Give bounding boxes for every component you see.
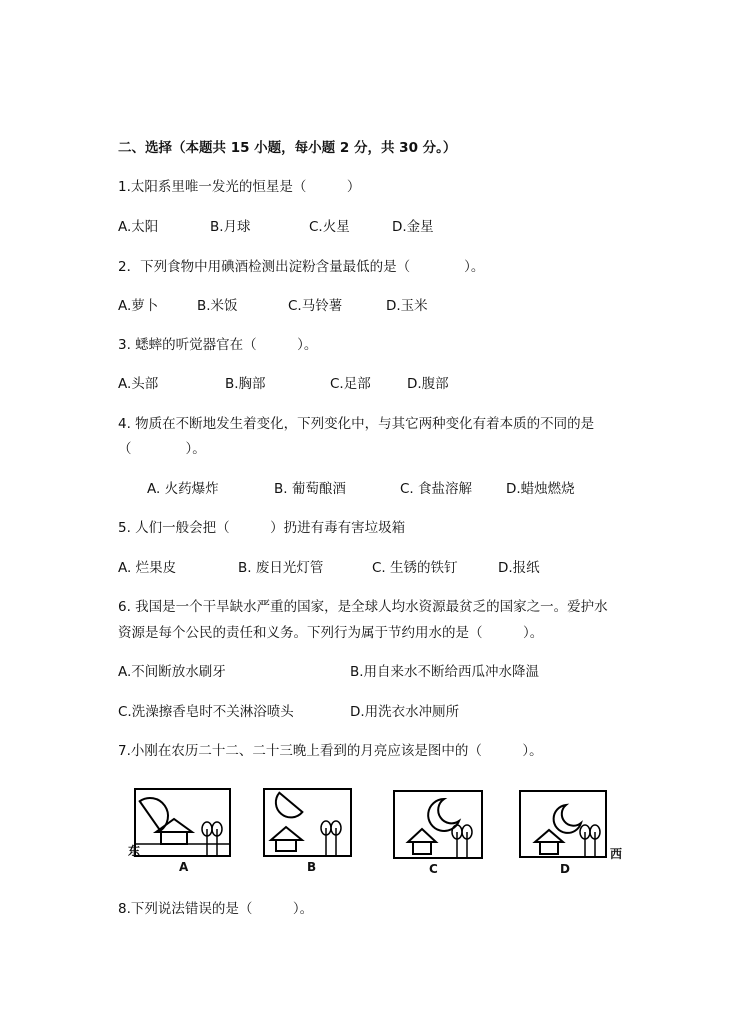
house-body-icon: [413, 842, 431, 854]
question-1-stem: 1.太阳系里唯一发光的恒星是（ ）: [118, 179, 361, 195]
question-5-option-d[interactable]: D.报纸: [498, 560, 540, 576]
house-roof-icon: [408, 829, 436, 842]
question-4-stem-line2: （ ）。: [118, 441, 206, 457]
question-4-option-d[interactable]: D.蜡烛燃烧: [506, 481, 575, 497]
question-3-option-b[interactable]: B.胸部: [225, 376, 266, 392]
panel-label-b[interactable]: B: [307, 860, 317, 874]
panel-d: [520, 791, 606, 857]
question-4-option-a[interactable]: A. 火药爆炸: [147, 481, 219, 497]
section-title: 二、选择（本题共 15 小题，每小题 2 分，共 30 分。）: [118, 140, 457, 156]
house-body-icon: [161, 832, 187, 844]
question-3-option-c[interactable]: C.足部: [330, 376, 371, 392]
question-2-stem: 2．下列食物中用碘酒检测出淀粉含量最低的是（ ）。: [118, 259, 485, 275]
house-roof-icon: [535, 830, 563, 842]
house-body-icon: [540, 842, 558, 854]
question-1-option-b[interactable]: B.月球: [210, 219, 251, 235]
west-label: 西: [610, 847, 623, 861]
question-1-option-c[interactable]: C.火星: [309, 219, 350, 235]
question-5-option-a[interactable]: A. 烂果皮: [118, 560, 177, 576]
question-3-stem: 3. 蟋蟀的听觉器官在（ ）。: [118, 337, 318, 353]
east-label: 东: [128, 844, 141, 858]
question-4-option-c[interactable]: C. 食盐溶解: [400, 481, 473, 497]
question-8-stem: 8.下列说法错误的是（ ）。: [118, 901, 314, 917]
question-5-option-c[interactable]: C. 生锈的铁钉: [372, 560, 458, 576]
half-moon-b: [270, 793, 303, 824]
question-3-option-a[interactable]: A.头部: [118, 376, 159, 392]
question-6-stem-line2: 资源是每个公民的责任和义务。下列行为属于节约用水的是（ ）。: [118, 625, 544, 641]
panel-label-c[interactable]: C: [429, 862, 438, 876]
panel-b: [264, 789, 351, 856]
question-2-option-c[interactable]: C.马铃薯: [288, 298, 343, 314]
question-4-option-b[interactable]: B. 葡萄酿酒: [274, 481, 346, 497]
question-6-stem-line1: 6. 我国是一个干旱缺水严重的国家，是全球人均水资源最贫乏的国家之一。爱护水: [118, 599, 608, 615]
question-2-option-d[interactable]: D.玉米: [386, 298, 428, 314]
half-moon-a: [140, 791, 175, 831]
question-6-option-c[interactable]: C.洗澡擦香皂时不关淋浴喷头: [118, 704, 294, 720]
panel-label-a[interactable]: A: [179, 860, 189, 874]
question-5-stem: 5. 人们一般会把（ ）扔进有毒有害垃圾箱: [118, 520, 406, 536]
house-roof-icon: [271, 827, 302, 840]
question-2-option-b[interactable]: B.米饭: [197, 298, 238, 314]
question-6-option-a[interactable]: A.不间断放水刷牙: [118, 664, 226, 680]
panel-c: [394, 791, 482, 858]
question-2-option-a[interactable]: A.萝卜: [118, 298, 159, 314]
panel-label-d[interactable]: D: [560, 862, 570, 876]
moon-phase-figure: [126, 785, 636, 880]
question-1-option-a[interactable]: A.太阳: [118, 219, 159, 235]
house-body-icon: [276, 840, 296, 851]
question-4-stem-line1: 4. 物质在不断地发生着变化，下列变化中，与其它两种变化有着本质的不同的是: [118, 416, 595, 432]
question-6-option-d[interactable]: D.用洗衣水冲厕所: [350, 704, 460, 720]
question-6-option-b[interactable]: B.用自来水不断给西瓜冲水降温: [350, 664, 540, 680]
question-7-stem: 7.小刚在农历二十二、二十三晚上看到的月亮应该是图中的（ ）。: [118, 743, 543, 759]
question-1-option-d[interactable]: D.金星: [392, 219, 434, 235]
crescent-moon-d: [554, 805, 581, 833]
question-5-option-b[interactable]: B. 废日光灯管: [238, 560, 324, 576]
question-3-option-d[interactable]: D.腹部: [407, 376, 449, 392]
